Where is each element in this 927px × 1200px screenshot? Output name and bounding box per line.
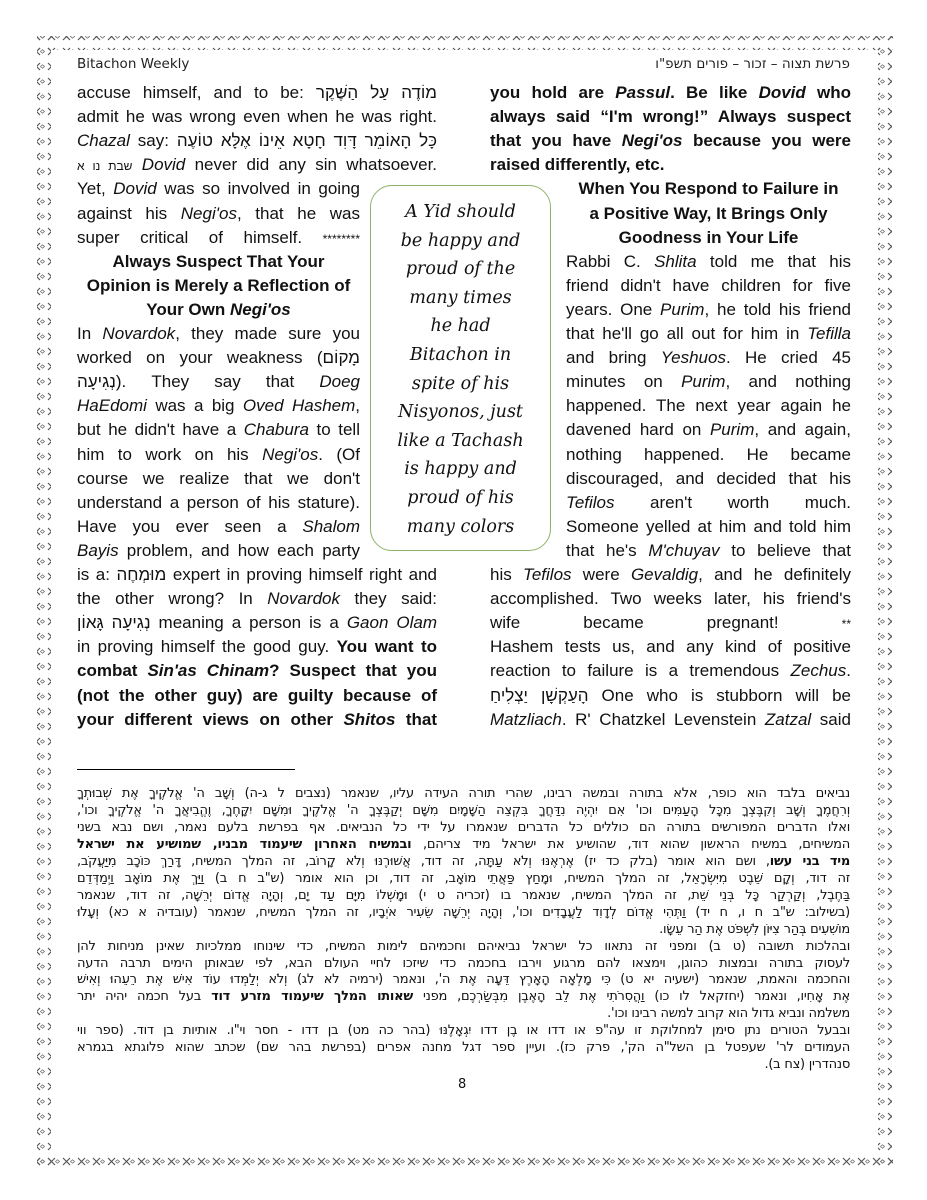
text-run: raised differently, etc. — [490, 155, 665, 175]
bold-text: מיד בני עשו — [769, 853, 850, 869]
text-line — [490, 563, 851, 587]
text-line — [77, 443, 360, 467]
italic-term: Novardok — [102, 324, 176, 343]
text-run: that — [395, 709, 437, 729]
text-run: Hashem tests us, and any kind of positive — [490, 637, 851, 657]
text-run: to believe that — [719, 540, 851, 560]
italic-term: M'chuyav — [648, 540, 720, 560]
footnote-line — [77, 802, 850, 819]
section-heading-line — [77, 298, 360, 322]
text-run: him to work on his — [77, 444, 263, 464]
text-run: נביאים בלבד הוא כופר, אלא בתורה ובמשה רבינו, שהרי תורה העידה עליו, שנאמר (נצבים ל ג-ה) וְשָׁב ה' אֱלֹקֶיךָ אֶת שְׁבוּתְךָ — [77, 786, 850, 801]
pull-quote-line: Nisyonos, just — [398, 402, 523, 423]
text-run: , that he was — [236, 203, 361, 223]
italic-term: Zechus — [790, 661, 847, 681]
text-run: . He cried 45 — [725, 348, 851, 368]
text-line — [566, 467, 851, 491]
text-line — [77, 81, 437, 105]
text-run: friend didn't have children for five — [566, 275, 851, 295]
text-line — [566, 418, 851, 442]
text-line — [77, 635, 437, 659]
text-run: aren't worth much. — [614, 492, 851, 512]
text-run: (not the other guy) are guilty because of — [77, 685, 437, 705]
text-line — [77, 394, 360, 418]
text-run: the other wrong? In — [77, 589, 268, 609]
italic-term: Bayis — [77, 540, 119, 560]
reference-note: ** — [841, 617, 851, 632]
italic-term: Dovid — [141, 155, 186, 175]
italic-term: Shlita — [654, 251, 697, 271]
italic-term: Doeg — [319, 372, 360, 392]
text-line — [77, 105, 437, 129]
text-run: always said “I'm wrong!” Always suspect — [490, 107, 851, 127]
footnote-line — [77, 971, 850, 988]
text-line — [566, 298, 851, 322]
text-run: that you have — [490, 131, 622, 151]
text-run: who — [805, 83, 852, 102]
footnote-line — [77, 870, 850, 887]
text-line — [566, 491, 851, 515]
text-run: In — [77, 324, 103, 343]
text-line — [490, 635, 851, 659]
italic-term: Zatzal — [764, 709, 812, 729]
text-run: never did any sin whatsoever. — [185, 155, 438, 175]
section-heading-line — [77, 274, 360, 298]
italic-term: Negi'os — [621, 131, 683, 151]
text-run: say: כָּל הָאוֹמֵר דָּוִד חָטָא אֵינוֹ אֶלָּא טוֹעֶה — [129, 131, 438, 151]
text-line — [77, 684, 437, 708]
text-run: that he's — [566, 540, 649, 560]
text-run: , he told his friend — [704, 299, 851, 319]
text-line — [77, 129, 437, 153]
text-line — [77, 587, 437, 611]
text-run: course we realize that we don't — [77, 468, 360, 488]
footnote-line — [77, 1056, 850, 1073]
text-run: problem, and how each party — [118, 540, 360, 560]
text-line — [77, 708, 437, 732]
text-run: וְרִחֲמֶךָ וְשָׁב וְקִבֶּצְךָ מִכָּל הָעַמִּים וכו' אִם יִהְיֶה נִדַּחֲךָ בִּקְצֵה הַשָּׁמָיִם מִשָּׁם יְקַבֶּצְךָ ה' אֱלֹקֶיךָ וּמִשָּׁם יִקָּחֶךָ, וֶהֱבִיאֲךָ ה' אֱלֹקֶיךָ וכו', — [77, 802, 850, 818]
pull-quote-line: proud of his — [407, 487, 514, 508]
page-number: 8 — [458, 1077, 467, 1092]
text-run: said — [811, 709, 851, 729]
bold-text: שאותו המלך שיעמוד מזרע דוד — [211, 989, 413, 1005]
text-line — [490, 611, 851, 635]
footnote-line — [77, 921, 850, 938]
italic-term: Purim — [660, 299, 705, 319]
text-run: Rabbi C. — [566, 251, 655, 271]
italic-term: Gaon Olam — [346, 613, 437, 633]
footnote-line — [77, 988, 850, 1005]
italic-term: Yeshuos — [660, 348, 726, 368]
text-line — [77, 539, 360, 563]
text-run: they said: — [339, 589, 437, 609]
text-run: לעסוק בתורה ובמצות כהוגן, וימצאו להם מרגוע וירבו בחכמה כדי שיזכו לחיי העולם הבא, לפי שבאותן הימים תרבה הדעה — [77, 955, 850, 971]
text-line — [77, 563, 437, 587]
section-heading-line — [77, 250, 360, 274]
text-run: years. One — [566, 299, 661, 319]
section-heading-line — [566, 202, 851, 226]
text-run: נְגִיעָה גָּאוֹן meaning a person is a — [77, 613, 347, 633]
text-run: , and he definitely — [698, 565, 851, 584]
pull-quote-line: is happy and — [404, 459, 517, 480]
text-run: Opinion is Merely a Reflection of — [86, 275, 351, 295]
pull-quote-line: Bitachon in — [409, 344, 512, 365]
pull-quote-line: proud of the — [405, 259, 516, 280]
text-line — [77, 611, 437, 635]
italic-term: Purim — [681, 372, 726, 392]
text-run: סנהדרין (צח ב). — [764, 1057, 850, 1073]
text-run: Someone yelled at him and told him — [566, 516, 851, 536]
text-line — [77, 515, 360, 539]
text-line — [566, 322, 851, 346]
text-run: הָעַקְשָׁן יַצְלִיחַ One who is stubborn will be — [490, 685, 851, 705]
text-line — [77, 418, 360, 442]
text-run: and bring — [566, 348, 661, 368]
text-line — [77, 226, 360, 250]
text-line — [490, 659, 851, 683]
text-run: told me that his — [696, 251, 851, 271]
text-line — [77, 370, 360, 394]
text-line — [566, 370, 851, 394]
text-run: ואלו הדברים המפורשים בתורה הם כוללים כל הדברים שנאמרו על ידי כל הנביאים. אף בפרשת בלעם נאמר, ושם נבא בשני — [77, 819, 850, 835]
text-run: worked on your weakness (מָקוֹם — [77, 348, 360, 368]
italic-term: Tefilos — [523, 565, 572, 584]
text-run: against his — [77, 203, 181, 223]
text-run: (בשילוב: ש"ב ח ו, ח יד) וַתְּהִי אֱדוֹם לְדָוִד לַעֲבָדִים וכו', וְהָיָה יְרֵשָׁה שֵׂעִיר אֹיְבָיו, זה המלך המשיח, שנאמר (עובדיה א כא) וְעָלוּ — [77, 904, 850, 920]
text-line — [490, 708, 851, 732]
italic-term: Chazal — [77, 131, 130, 151]
text-run: Yet, — [77, 179, 114, 199]
footnote-line — [77, 1005, 850, 1022]
bold-text: ובמשיח האחרון שיעמוד מבניו, שמושיע את ישראל — [77, 836, 412, 852]
text-run: , and nothing — [725, 372, 851, 392]
text-run: nothing happened. He became — [566, 444, 851, 464]
text-line — [77, 177, 360, 201]
text-run: המשיחים, במשיח הראשון שהוא דוד, שהושיע את ישראל מיד צריהם, — [411, 836, 851, 852]
newsletter-title: Bitachon Weekly — [77, 56, 190, 72]
bold-text: You want to — [336, 637, 437, 657]
footnote-line — [77, 938, 850, 955]
parsha-header: פרשת תצוה – זכור – פורים תשפ"ו — [655, 56, 850, 72]
text-run: his — [490, 565, 524, 584]
section-heading-line — [566, 226, 851, 250]
italic-term: Negi'os — [262, 444, 319, 464]
text-run: Goodness in Your Life — [618, 227, 799, 247]
italic-term: Shalom — [302, 516, 360, 536]
text-run: ובבעל הטורים נתן סימן למחלוקת זו עה"פ או דדו או בֶן דדו יִגְאָלֶנּוּ (בהר כה מט) בן דדו - חסר וי"ו. אותיות בן דוד. (ספר ווי — [77, 1023, 850, 1039]
text-line — [490, 129, 851, 153]
footnote-line — [77, 1039, 850, 1056]
text-run: . — [846, 661, 851, 681]
text-run: , they made sure you — [175, 324, 360, 343]
footnote-line — [77, 1022, 850, 1039]
text-run: . (Of — [318, 444, 360, 464]
text-run: davened hard on — [566, 420, 710, 440]
pull-quote-line: many times — [409, 287, 512, 308]
text-run: ? Suspect that you — [269, 661, 437, 681]
text-run: , and again, — [754, 420, 851, 440]
footnote-line — [77, 853, 850, 870]
italic-term: Negi'os — [230, 299, 291, 319]
text-run: happened. The next year again he — [566, 396, 851, 416]
italic-term: Shitos — [343, 709, 396, 729]
text-run: . Be like — [670, 83, 759, 102]
text-line — [566, 274, 851, 298]
text-run: Have you ever seen a — [77, 516, 303, 536]
text-run: wife became pregnant! — [490, 613, 842, 633]
text-line — [566, 346, 851, 370]
text-run: והחכמה והאמת, שנאמר (ישעיה יא ט) כִּי מָלְאָה הָאָרֶץ דֵּעָה אֶת ה', ונאמר (ירמיה לא לג) וְלֹא יְלַמְּדוּ עוֹד אִישׁ אֶת רֵעֵהוּ וְאִישׁ — [77, 972, 850, 988]
text-run: מוֹשִׁעִים בְּהַר צִיּוֹן לִשְׁפֹּט אֶת הַר עֵשָׂו. — [659, 921, 850, 937]
footnote-line — [77, 819, 850, 836]
text-line — [490, 587, 851, 611]
text-line — [490, 105, 851, 129]
italic-term: Dovid — [758, 83, 806, 102]
text-line — [566, 539, 851, 563]
text-run: super critical of himself. — [77, 227, 323, 247]
footnote-line — [77, 955, 850, 972]
text-line — [566, 443, 851, 467]
pull-quote-line: like a Tachash — [397, 430, 524, 451]
text-run: Always Suspect That Your — [112, 251, 325, 271]
text-line — [77, 322, 360, 346]
text-run: discouraged, and decided that his — [566, 468, 851, 488]
text-run: to tell — [308, 420, 360, 440]
text-run: . R' Chatzkel Levenstein — [561, 709, 765, 729]
italic-term: Chabura — [243, 420, 309, 440]
text-run: combat — [77, 661, 148, 681]
text-run: minutes on — [566, 372, 682, 392]
footnote-divider — [77, 769, 295, 770]
text-run: משלמה ונביא גדול הוא קרוב למשה רבינו וכו'. — [607, 1006, 850, 1022]
text-run: you hold are — [490, 83, 616, 102]
text-run: When You Respond to Failure in — [578, 179, 839, 199]
text-run: is a: מוּמְחֶה expert in proving himself right and — [77, 565, 438, 584]
italic-term: HaEdomi — [77, 396, 147, 416]
text-run: in proving himself the good guy. — [77, 637, 337, 657]
text-run: accomplished. Two weeks later, his friend's — [490, 589, 851, 609]
pull-quote-line: be happy and — [400, 230, 521, 251]
italic-term: Matzliach — [490, 709, 562, 729]
text-line — [566, 394, 851, 418]
text-line — [77, 153, 437, 177]
italic-term: Purim — [709, 420, 755, 440]
text-run: was a big — [146, 396, 243, 416]
text-run: because you were — [682, 131, 851, 151]
italic-term: Tefilos — [566, 492, 615, 512]
text-run: , ושם הוא אומר (בלק כד יז) אֶרְאֶנּוּ וְלֹא עַתָּה, זה דוד, אֲשׁוּרֶנּוּ וְלֹא קָרוֹב, זה המלך המשיח, דָּרַךְ כּוֹכָב מִיַּעֲקֹב, — [77, 853, 770, 869]
footnote-line — [77, 904, 850, 921]
text-line — [490, 684, 851, 708]
italic-term: Novardok — [267, 589, 340, 609]
italic-term: Passul — [615, 83, 671, 102]
section-heading-line — [566, 177, 851, 201]
text-run: Your Own — [146, 299, 230, 319]
text-run: a Positive Way, It Brings Only — [589, 203, 828, 223]
italic-term: Dovid — [113, 179, 157, 199]
text-run: was so involved in going — [156, 179, 360, 199]
text-run: understand a person of his stature). — [77, 492, 360, 512]
text-line — [77, 467, 360, 491]
text-run: accuse himself, and to be: מוֹדֶה עַל הַשֶּׁקֶר — [77, 83, 437, 102]
text-run: העמודים לר' שעפטל בן השל"ה הק', פרק כז). ועיין ספר דגל מחנה אפרים (בפרשת בהר שם) שכתב שהוא פלוגתא בגמרא — [77, 1040, 850, 1056]
footnote-line — [77, 887, 850, 904]
text-run: reaction to failure is a tremendous — [490, 661, 791, 681]
pull-quote-box — [370, 185, 551, 551]
pull-quote-line: A Yid should — [405, 202, 516, 222]
text-line — [77, 659, 437, 683]
text-line — [77, 491, 360, 515]
text-run — [132, 155, 141, 174]
italic-term: Sin'as Chinam — [147, 661, 270, 681]
italic-term: Oved Hashem — [242, 396, 356, 416]
pull-quote-line: many colors — [406, 516, 515, 537]
text-run: נְגִיעָה). They say that — [77, 372, 320, 392]
pull-quote-line: he had — [430, 316, 491, 337]
text-line — [77, 202, 360, 226]
footnote-line — [77, 785, 850, 802]
text-run: admit he was wrong even when he was right. — [77, 107, 437, 127]
text-line — [566, 515, 851, 539]
text-run: זה דוד, וְקָם שֵׁבֶט מִיִּשְׂרָאֵל, זה המלך המשיח, וּמָחַץ פַּאֲתֵי מוֹאָב, זה דוד, וכן הוא אומר (ש"ב ח ב) וַיַּךְ אֶת מוֹאָב וַיְמַדְּדֵם — [77, 870, 850, 886]
text-line — [490, 81, 851, 105]
italic-term: Tefilla — [807, 324, 851, 343]
text-run: בַּחֶבֶל, וְקַרְקַר כָּל בְּנֵי שֵׁת, זה המלך המשיח, שנאמר בו (זכריה ט י) וּמָשְׁלוֹ מִיָּם עַד יָם, וְהָיָה אֱדוֹם יְרֵשָׁה, זה דוד, שנאמר — [77, 887, 850, 903]
text-run: your different views on other — [77, 709, 344, 729]
pull-quote-line: spite of his — [411, 373, 510, 394]
text-run: , — [355, 396, 360, 416]
text-run: ובהלכות תשובה (ט ב) ומפני זה נתאוו כל ישראל נביאיהם וחכמיהם לימות המשיח, כדי שינוחו ממלכיות שאינן מניחות להן — [77, 938, 850, 954]
text-line — [490, 153, 851, 177]
reference-note: ******** — [322, 231, 360, 246]
text-run: that he'll go all out for him in — [566, 324, 808, 343]
text-run: were — [571, 565, 631, 584]
italic-term: Gevaldig — [630, 565, 699, 584]
text-line — [566, 250, 851, 274]
italic-term: Negi'os — [180, 203, 237, 223]
text-run: אֶת אָחִיו, ונאמר (יחזקאל לו כו) וַהֲסִרֹתִי אֶת לֵב הָאֶבֶן מִבְּשַׂרְכֶם, מפני — [412, 989, 850, 1005]
reference-note: שבת נו א — [77, 159, 133, 174]
text-run: but he didn't have a — [77, 420, 244, 440]
footnote-line — [77, 836, 850, 853]
text-line — [77, 346, 360, 370]
text-run: בעל חכמה יהיה יתר — [77, 989, 212, 1005]
